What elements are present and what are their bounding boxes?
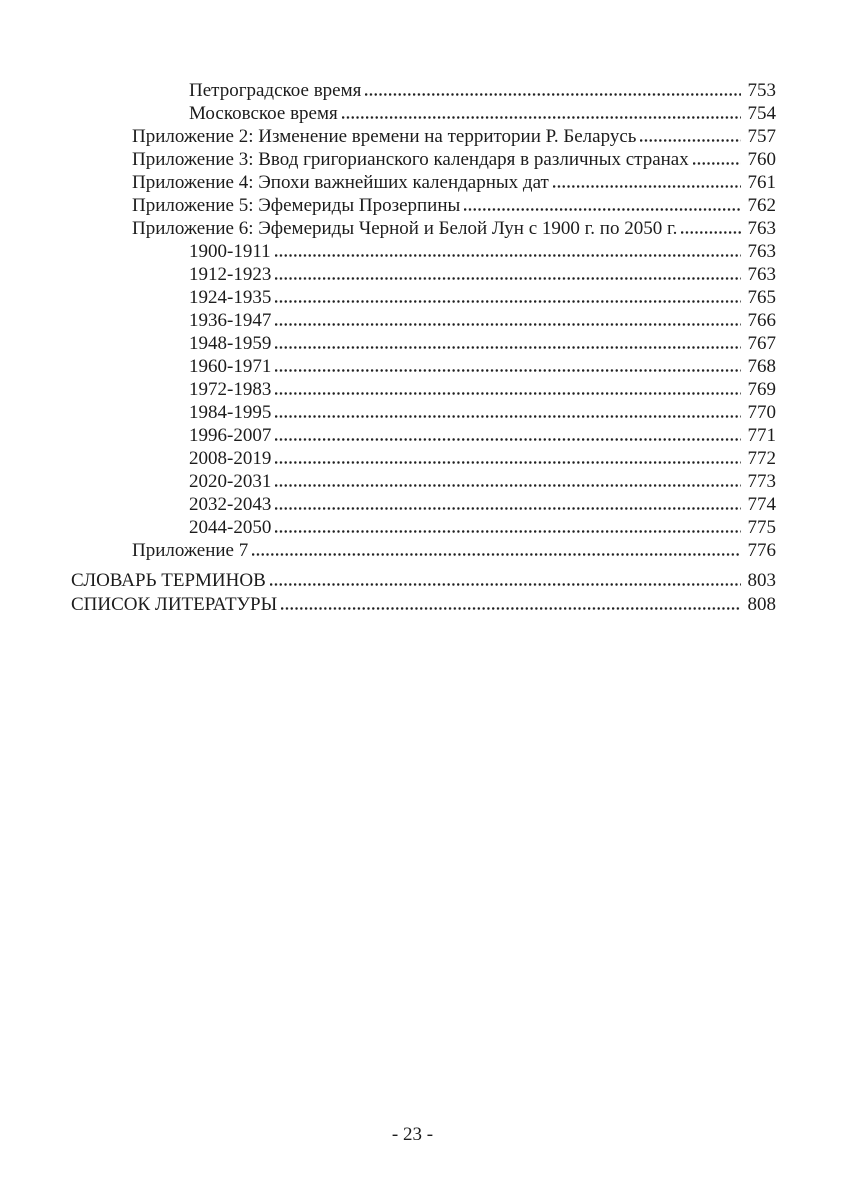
toc-entry-page-number: 762 <box>747 195 776 216</box>
toc-entry <box>71 539 776 562</box>
toc-entry-label: 1936-1947 <box>189 310 272 331</box>
toc-entry-page-number: 761 <box>747 172 776 193</box>
toc-entry-page-number: 767 <box>747 333 776 354</box>
toc-entry <box>71 217 776 240</box>
toc-entry-page-number: 763 <box>747 241 776 262</box>
toc-entry-page-number: 776 <box>747 540 776 561</box>
toc-entry <box>71 309 776 332</box>
toc-entry-label: 1960-1971 <box>189 356 272 377</box>
toc-entry <box>71 171 776 194</box>
toc-entry-label: 1924-1935 <box>189 287 272 308</box>
toc-entry-label: Петроградское время <box>189 80 362 101</box>
toc-entry <box>71 125 776 148</box>
toc-entry-page-number: 770 <box>747 402 776 423</box>
toc-entry-page-number: 753 <box>747 80 776 101</box>
toc-entry-label: СЛОВАРЬ ТЕРМИНОВ <box>71 570 266 591</box>
dot-leader <box>342 116 741 119</box>
toc-entry-page-number: 803 <box>747 570 776 591</box>
dot-leader <box>275 461 740 464</box>
toc-entry-page-number: 763 <box>747 218 776 239</box>
dot-leader <box>275 415 740 418</box>
toc-entry-label: 2020-2031 <box>189 471 272 492</box>
dot-leader <box>275 277 740 280</box>
page-number: - 23 - <box>391 1124 434 1145</box>
toc-entry <box>71 355 776 378</box>
toc-entry <box>71 240 776 263</box>
toc-entry <box>71 286 776 309</box>
dot-leader <box>275 323 740 326</box>
dot-leader <box>553 185 741 188</box>
toc-entry-page-number: 757 <box>747 126 776 147</box>
dot-leader <box>275 254 741 257</box>
toc-entry-label: 1996-2007 <box>189 425 272 446</box>
dot-leader <box>275 530 740 533</box>
table-of-contents <box>71 79 776 616</box>
toc-entry <box>71 401 776 424</box>
toc-entry <box>71 569 776 592</box>
toc-entry-label: Приложение 2: Изменение времени на территории Р. Беларусь <box>132 126 637 147</box>
toc-entry-label: 1912-1923 <box>189 264 272 285</box>
toc-entry-label: 2008-2019 <box>189 448 272 469</box>
dot-leader <box>464 208 740 211</box>
dot-leader <box>275 484 740 487</box>
toc-entry-page-number: 808 <box>747 594 776 615</box>
toc-entry <box>71 493 776 516</box>
toc-entry <box>71 332 776 355</box>
toc-entry-page-number: 763 <box>747 264 776 285</box>
toc-entry-label: 2044-2050 <box>189 517 272 538</box>
toc-entry-page-number: 771 <box>747 425 776 446</box>
toc-entry <box>71 470 776 493</box>
dot-leader <box>270 583 741 586</box>
dot-leader <box>252 553 740 556</box>
dot-leader <box>275 346 740 349</box>
toc-entry-page-number: 760 <box>747 149 776 170</box>
toc-entry-page-number: 774 <box>747 494 776 515</box>
toc-entry-label: 1948-1959 <box>189 333 272 354</box>
toc-entry-label: 1984-1995 <box>189 402 272 423</box>
dot-leader <box>275 300 740 303</box>
toc-entry <box>71 516 776 539</box>
toc-entry <box>71 148 776 171</box>
dot-leader <box>281 607 740 610</box>
toc-entry-label: Приложение 5: Эфемериды Прозерпины <box>132 195 461 216</box>
toc-entry <box>71 194 776 217</box>
toc-entry-label: Приложение 4: Эпохи важнейших календарных дат <box>132 172 549 193</box>
toc-entry-label: Московское время <box>189 103 338 124</box>
dot-leader <box>275 369 740 372</box>
dot-leader <box>640 139 740 142</box>
toc-entry <box>71 102 776 125</box>
dot-leader <box>275 392 740 395</box>
toc-entry-label: 1972-1983 <box>189 379 272 400</box>
dot-leader <box>693 162 741 165</box>
toc-entry-label: Приложение 7 <box>132 540 249 561</box>
toc-entry-label: 2032-2043 <box>189 494 272 515</box>
toc-entry-page-number: 754 <box>747 103 776 124</box>
page-footer <box>60 1123 765 1146</box>
toc-entry-label: Приложение 3: Ввод григорианского календаря в различных странах <box>132 149 689 170</box>
toc-entry-label: Приложение 6: Эфемериды Черной и Белой Лун с 1900 г. по 2050 г. <box>132 218 678 239</box>
toc-entry <box>71 447 776 470</box>
toc-entry-page-number: 773 <box>747 471 776 492</box>
toc-entry-label: СПИСОК ЛИТЕРАТУРЫ <box>71 594 278 615</box>
toc-entry-page-number: 766 <box>747 310 776 331</box>
toc-entry <box>71 378 776 401</box>
toc-entry-page-number: 768 <box>747 356 776 377</box>
toc-entry-page-number: 772 <box>747 448 776 469</box>
dot-leader <box>365 93 740 96</box>
toc-entry <box>71 79 776 102</box>
toc-entry-label: 1900-1911 <box>189 241 271 262</box>
toc-entry <box>71 593 776 616</box>
toc-entry-page-number: 775 <box>747 517 776 538</box>
toc-entry <box>71 263 776 286</box>
toc-entry <box>71 424 776 447</box>
dot-leader <box>681 231 740 234</box>
toc-entry-page-number: 765 <box>747 287 776 308</box>
toc-entry-page-number: 769 <box>747 379 776 400</box>
dot-leader <box>275 438 740 441</box>
dot-leader <box>275 507 740 510</box>
